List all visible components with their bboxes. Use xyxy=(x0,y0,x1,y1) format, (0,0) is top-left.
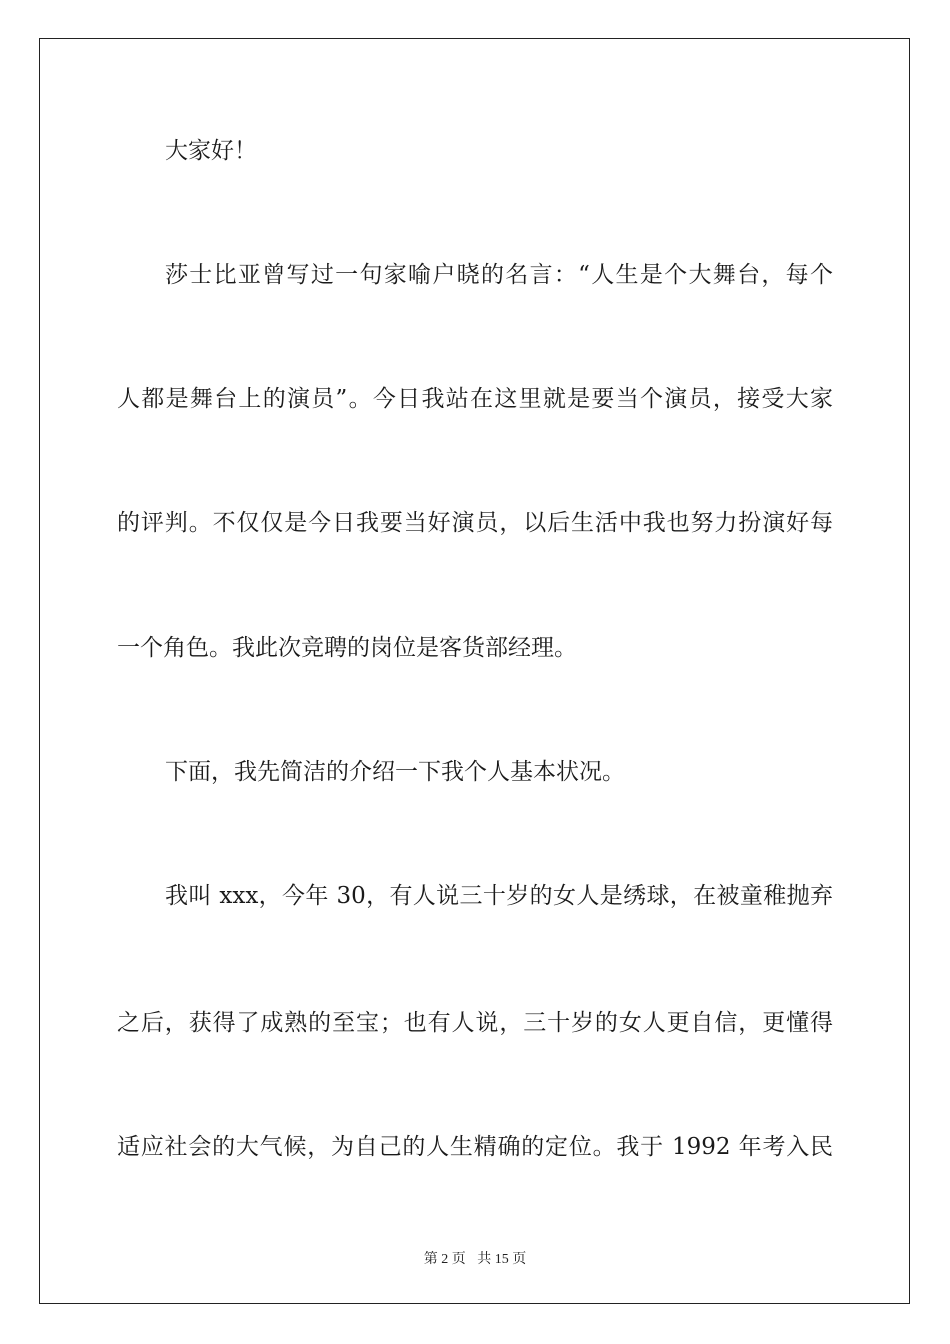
page-number: 第 2 页 xyxy=(423,1252,466,1267)
text-line: 人都是舞台上的演员”。今日我站在这里就是要当个演员，接受大家 xyxy=(117,386,833,412)
page-footer xyxy=(0,1248,950,1268)
text-line-greeting: 大家好！ xyxy=(165,138,257,164)
text-line: 的评判。不仅仅是今日我要当好演员，以后生活中我也努力扮演好每 xyxy=(117,510,833,536)
text-line: 我叫 xxx，今年 30，有人说三十岁的女人是绣球，在被童稚抛弃 xyxy=(165,883,833,909)
text-line: 适应社会的大气候，为自己的人生精确的定位。我于 1992 年考入民 xyxy=(117,1134,833,1160)
page-total: 共 15 页 xyxy=(477,1252,527,1267)
text-line: 之后，获得了成熟的至宝；也有人说，三十岁的女人更自信，更懂得 xyxy=(117,1010,833,1036)
text-line: 下面，我先简洁的介绍一下我个人基本状况。 xyxy=(165,759,625,785)
text-line: 一个角色。我此次竞聘的岗位是客货部经理。 xyxy=(117,635,577,661)
page-border xyxy=(39,38,910,1304)
text-line: 莎士比亚曾写过一句家喻户晓的名言：“人生是个大舞台，每个 xyxy=(165,262,833,288)
